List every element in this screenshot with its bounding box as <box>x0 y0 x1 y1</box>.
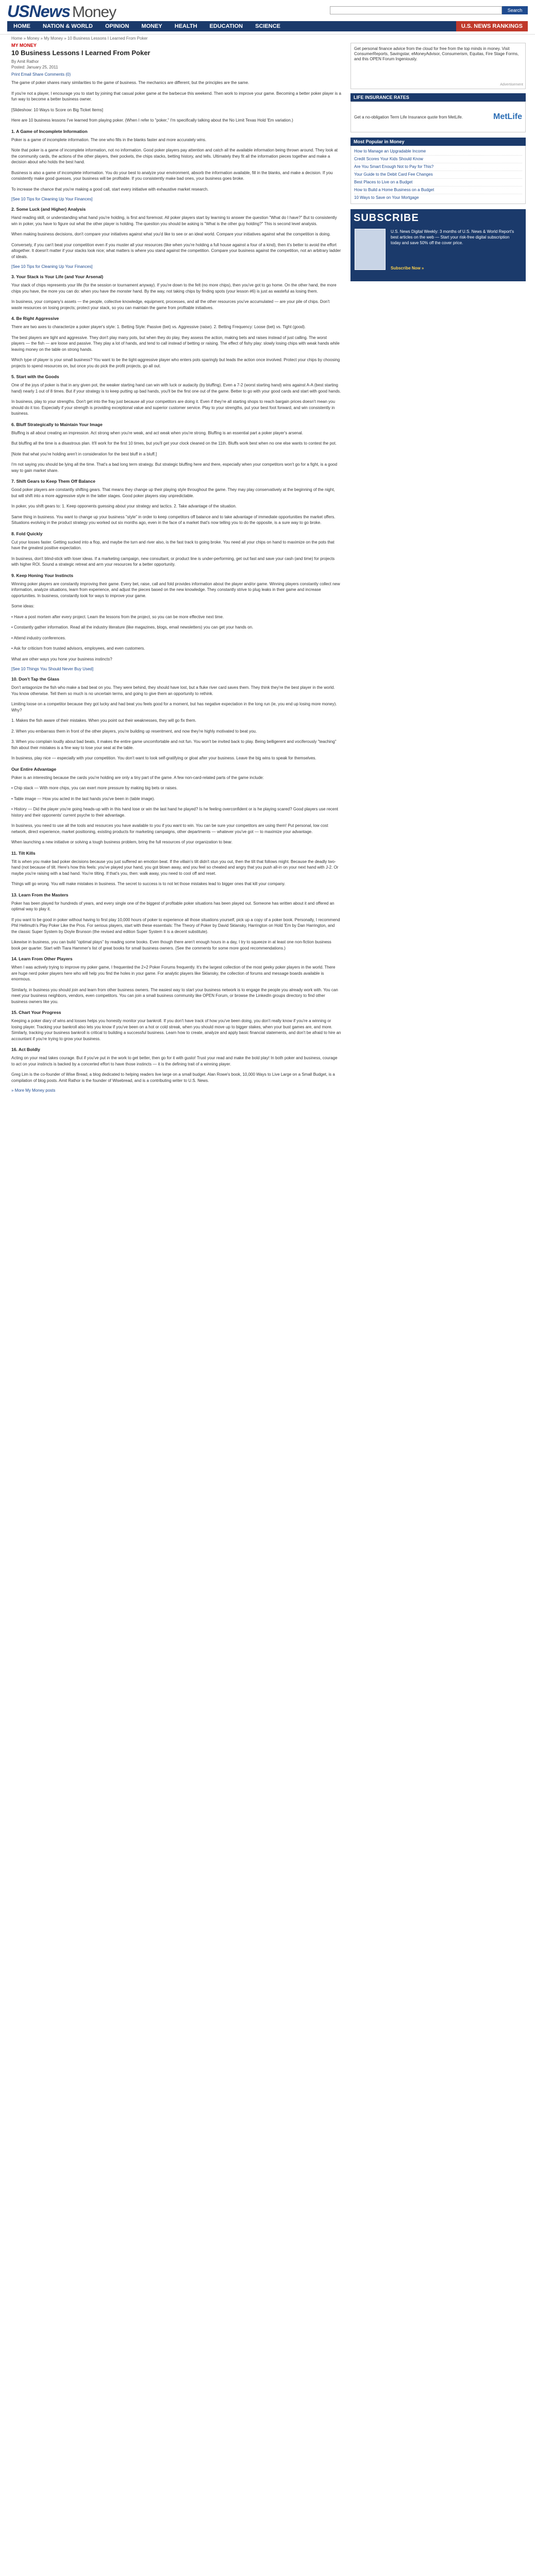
section-heading: 3. Your Stack is Your Life (and Your Arsenal) <box>11 274 104 279</box>
subscribe-link[interactable]: Subscribe Now » <box>391 266 424 270</box>
metlife-logo: MetLife <box>493 112 522 121</box>
section-paragraph: Tilt is when you make bad poker decisions because you just suffered an emotion beat. If the villain's tilt didn't stun you out, then the tilt that follows might. Because the deadly two-hand (not because of tilt. Here's how this feels: you've played your hand, you got blown away, and you feel so cheated and angry that you push all-in on your next hand with J-2. Or maybe you're raising with a bad hand. You're tilting. If that's you, then: walk away, you need to cool off and reset. <box>11 859 339 876</box>
more-posts-link[interactable]: » More My Money posts <box>11 1088 56 1093</box>
section-paragraph: But bluffing all the time is a disastrous plan. It'll work for the first 10 times, but you'll get your clock cleaned on the 11th. Bluffs work best when no one else wants to contest the pot. <box>11 441 337 446</box>
section-paragraph: Conversely, if you can't beat your competition even if you muster all your resources (like when you're holding a full house against a four of a kind), then it's better to avoid the effort altogether. It doesn't matter if your stacks look nice; what matters is where you stand against the competition. Compare your business against the competition, not an arbitrary ladder of ideals. <box>11 242 341 259</box>
see-also-link[interactable]: [See 10 Things You Should Never Buy Used] <box>11 667 94 671</box>
intro-paragraph: If you're not a player, I encourage you to start by joining that casual poker game at the barbecue this weekend. Then work to improve your game. Becoming a better poker player is a fun way to become a better business owner. <box>11 91 341 101</box>
section-paragraph: Same thing in business. You want to change up your business "style" in order to keep competitors off balance and to take advantage of immediate opportunities the market offers. Situations evolving in the product strategy you worked out six months ago, even in the face of a market that's now telling you to do the opposite, is a sure way to go broke. <box>11 514 336 525</box>
popular-item[interactable]: How to Build a Home Business on a Budget <box>354 187 522 194</box>
section-heading: 13. Learn From the Masters <box>11 892 69 897</box>
section-paragraph: Cut your losses faster. Getting sucked into a flop, and maybe the turn and river also, is the fast track to going broke. You need all your chips on hand to maximize on the pots that have the greatest positive expectation. <box>11 539 335 550</box>
intro-paragraph: The game of poker shares many similarities to the game of business. The mechanics are different, but the principles are the same. <box>11 80 249 85</box>
magazine-cover-image <box>355 229 386 270</box>
nav-rankings[interactable]: U.S. NEWS RANKINGS <box>456 21 528 31</box>
section-heading: Our Entire Advantage <box>11 766 57 772</box>
search-bar <box>330 6 528 14</box>
section-paragraph: Note that poker is a game of incomplete information, not no information. Good poker players pay attention and catch all the available information being thrown around. They look at the community cards, the actions of the other players, their pockets, the chips stacks, betting history, and tells. Ultimately they fit all the information pieces together and make a decision about who holds the best hand. <box>11 148 338 164</box>
section-paragraph: Limiting loose on a competitor because they got lucky and had beat you feels good for a moment, but has negative expectation in the long run (ie, you end up losing more money). Why? <box>11 702 337 713</box>
article <box>11 43 341 2576</box>
section-paragraph: Which type of player is your small business? You want to be the tight-aggressive player who enters pots sparingly but leads the action once involved. Protect your chips by choosing projects to spend resources on, but once you do pick the profit projects, go all out. <box>11 358 340 368</box>
popular-item[interactable]: Your Guide to the Debit Card Fee Changes <box>354 171 522 179</box>
section-paragraph: Things will go wrong. You will make mistakes in business. The secret to success is to not let those mistakes lead to bigger ones that kill your company. <box>11 882 286 886</box>
insurance-ad[interactable] <box>350 101 526 132</box>
article-body <box>11 80 341 2576</box>
subscribe-heading: SUBSCRIBE <box>354 212 419 224</box>
see-also-link[interactable]: [See 10 Tips for Cleaning Up Your Finances] <box>11 264 93 269</box>
nav-education[interactable]: EDUCATION <box>209 23 243 29</box>
section-heading: 6. Bluff Strategically to Maintain Your Image <box>11 421 103 427</box>
section-paragraph: Similarly, in business you should join and learn from other business owners. The easiest way to start your business network is to engage the people you already work with. You can meet your business neighbors, vendors, even competitors. You can join a small business community like OPEN Forum, or browse the LinkedIn groups directory to find other business owners like you. <box>11 987 338 1004</box>
section-paragraph: When making business decisions, don't compare your initiatives against what you'd like to see or an ideal world. Compare your initiatives against what the competition is doing. <box>11 232 331 236</box>
section-paragraph: Bluffing is all about creating an impression. Act strong when you're weak, and act weak when you're strong. Bluffing is an essential part a poker player's arsenal. <box>11 430 303 435</box>
section-paragraph: Winning poker players are constantly improving their game. Every bet, raise, call and fold provides information about the player and/or game. Winning players constantly collect new information, analyze situations, learn from experience, and adjust the pieces based on the new knowledge. They constantly strive to plug leaks in their game and increase opportunities. In business, constantly look for ways to improve your game. <box>11 581 340 598</box>
section-paragraph: In business, play nice — especially with your competition. You don't want to look self-gratifying or gloat after your business. Leave the big wins to speak for themselves. <box>11 756 316 760</box>
section-paragraph: In business, your company's assets — the people, collective knowledge, equipment, processes, and all the other resources you've accumulated — are your pile of chips. Don't waste resources on losing projects; protect your stack, so you can maintain the game from profitable initiatives. <box>11 299 330 310</box>
section-paragraph: To increase the chance that you're making a good call, start every initiative with exhaustive market research. <box>11 187 209 192</box>
logo-main: USNews <box>7 2 71 21</box>
article-tools[interactable]: Print Email Share Comments (0) <box>11 72 71 77</box>
site-logo[interactable] <box>7 2 116 21</box>
section-paragraph: One of the joys of poker is that in any given pot, the weaker starting hand can win with luck or audacity (by bluffing). Even a 7-2 (worst starting hand) wins against A-A (best starting hand) nearly 1 out of 8 times. But if your strategy is to keep putting up bad hands, you'll be the first one out of the game. Better to go with your good cards and start with good hands. <box>11 383 341 394</box>
byline-date: Posted: January 25, 2011 <box>11 65 58 70</box>
section-paragraph: Likewise in business, you can build "optimal plays" by reading some books. Even though there aren't enough hours in a day, I try to squeeze in at least one non-fiction business book per quarter. Start with Tiara Hammer's list of great books for small business owners. (See the comments for some more good recommendations.) <box>11 940 331 951</box>
article-sections <box>11 129 341 1084</box>
section-heading: 16. Act Boldly <box>11 1047 40 1052</box>
section-paragraph: Don't antagonize the fish who make a bad beat on you. They were behind, they should have lost, but a fluke river card saves them. They think they're the best player in the world. You know otherwise. Tell them so much is no uncertain terms, and going to give them an opportunity to rethink. <box>11 685 335 696</box>
section-paragraph: • Chip stack — With more chips, you can exert more pressure by making big bets or raises. <box>11 786 178 790</box>
subscribe-box <box>350 209 526 281</box>
section-paragraph: Poker is an interesting because the cards you're holding are only a tiny part of the game. A few non-card-related parts of the game include: <box>11 775 264 780</box>
section-paragraph: When I was actively trying to improve my poker game, I frequented the 2+2 Poker Forums frequently. It's the largest collection of the most geeky poker players in the world. There are huge nerd poker players here who will help you find the holes in your game. For analytic players like Sklansky, the collection of forums and message boards available is enormous. <box>11 965 336 981</box>
popular-item[interactable]: Best Places to Live on a Budget <box>354 179 522 187</box>
section-paragraph: • Have a post mortem after every project. Learn the lessons from the project, so you can be more effective next time. <box>11 614 224 619</box>
intro-paragraph: [Slideshow: 10 Ways to Score on Big Ticket Items] <box>11 107 103 112</box>
ad-label: Advertisement <box>500 83 523 87</box>
section-paragraph: Poker is a game of incomplete information. The one who fills in the blanks faster and more accurately wins. <box>11 137 207 142</box>
section-paragraph: In poker, you shift gears to: 1. Keep opponents guessing about your strategy and tactics. 2. Take advantage of the situation. <box>11 504 237 509</box>
sidebar-ad[interactable] <box>350 43 526 89</box>
site-header <box>0 0 535 35</box>
section-heading: 10. Don't Tap the Glass <box>11 676 60 682</box>
section-heading: 14. Learn From Other Players <box>11 956 73 961</box>
section-paragraph: What are other ways you hone your business instincts? <box>11 656 112 662</box>
main-nav <box>7 21 528 31</box>
section-paragraph: • Ask for criticism from trusted advisors, employees, and even customers. <box>11 646 145 651</box>
section-paragraph: There are two axes to characterize a poker player's style: 1. Betting Style: Passive (bet) vs. Aggressive (raise). 2. Betting Frequency: Loose (bet) vs. Tight (good). <box>11 325 306 329</box>
section-paragraph: When launching a new initiative or solving a tough business problem, bring the full resources of your organization to bear. <box>11 840 233 844</box>
nav-science[interactable]: SCIENCE <box>255 23 281 29</box>
see-also-link[interactable]: [See 10 Tips for Cleaning Up Your Finances] <box>11 197 93 201</box>
section-paragraph: If you want to be good in poker without having to first play 10,000 hours of poker to experience all those situations yourself, pick up a copy of a poker book. Personally, I recommend Phil Hellmuth's Play Poker Like the Pros. For serious players, start with these essentials: The Theory of Poker by David Sklansky, Harrington on Hold 'Em by Dan Harrington, and the classic Super System by Doyle Brunson (the revised and edition Super System II is a decent substitute). <box>11 917 340 934</box>
nav-money[interactable]: MONEY <box>141 23 162 29</box>
intro-paragraph: Here are 10 business lessons I've learned from playing poker. (When I refer to "poker," I'm specifically talking about the No Limit Texas Hold 'Em variation.) <box>11 118 293 123</box>
subscribe-text: U.S. News Digital Weekly: 3 months of U.S. News & World Report's best articles on the web — Start your risk-free digital subscription today and save 50% off the cover price. <box>391 229 514 245</box>
section-paragraph: 3. When you complain loudly about bad beats, it makes the entire game uncomfortable and not fun. You won't be invited back to play. Being belligerent and vociferously "teaching" fish about their mistakes is a fine way to lose your seat at the table. <box>11 739 337 750</box>
search-input[interactable] <box>330 6 502 14</box>
section-heading: 1. A Game of Incomplete Information <box>11 128 88 134</box>
search-button[interactable]: Search <box>502 6 528 14</box>
byline-author[interactable]: By Amit Rathor <box>11 59 39 64</box>
section-heading: 5. Start with the Goods <box>11 374 59 379</box>
nav-opinion[interactable]: OPINION <box>105 23 129 29</box>
section-paragraph: In business, don't blind-stick with loser ideas. If a marketing campaign, new consultant, or product line is under-performing, get out fast and save your cash (and time) for projects with higher ROI. Sound a strategic retreat and arm your resources for a better opportunity. <box>11 556 335 567</box>
nav-health[interactable]: HEALTH <box>174 23 197 29</box>
article-kicker[interactable]: MY MONEY <box>11 43 37 48</box>
section-paragraph: The best players are tight and aggressive. They don't play many pots, but when they do play, they assess the action, making bets and raises instead of just calling. The worst players — the fish — are loose and passive. They play a lot of hands, and tend to call instead of betting or raising. The effect of fishy play: slowly losing chips with weak hands while leaving money on the table on strong hands. <box>11 335 340 352</box>
section-paragraph: [Note that what you're holding aren't in consideration for the best bluff in a bluff.] <box>11 451 157 456</box>
sidebar <box>350 43 526 286</box>
insurance-text: Get a no-obligation Term Life Insurance quote from MetLife. <box>354 114 463 120</box>
breadcrumb[interactable]: Home » Money » My Money » 10 Business Lessons I Learned From Poker <box>11 36 148 41</box>
nav-nation-world[interactable]: NATION & WORLD <box>43 23 93 29</box>
section-heading: 15. Chart Your Progress <box>11 1010 61 1015</box>
popular-title: Most Popular in Money <box>350 138 526 146</box>
logo-money: Money <box>72 4 116 21</box>
section-paragraph: Hand reading skill, or understanding what hand you're holding, is first and foremost. All poker players start by learning to answer the question "What do I have?" But to consistently win in poker, you have to figure out what the other player is holding. The question you should be asking is "What is the other guy holding?" This is second level analysis. <box>11 215 337 226</box>
popular-item[interactable]: Are You Smart Enough Not to Pay for This? <box>354 163 522 171</box>
section-paragraph: • Attend industry conferences. <box>11 635 66 640</box>
popular-item[interactable]: How to Manage an Upgradable Income <box>354 148 522 156</box>
section-paragraph: In business, play to your strengths. Don't get into the fray just because all your competitors are doing it. Even if they're all starting shops to reach bargain prices doesn't mean you should do it too. Especially if your strength is providing exceptional value and superior customer service. Play to your strengths, put your best foot forward, and win consistently in business. <box>11 399 336 416</box>
nav-home[interactable]: HOME <box>13 23 30 29</box>
insurance-title: LIFE INSURANCE RATES <box>350 93 526 101</box>
section-paragraph: 1. Makes the fish aware of their mistakes. When you point out their weaknesses, they will go fix them. <box>11 718 196 723</box>
sidebar-ad-text: Get personal finance advice from the cloud for free from the top minds in money. Visit ConsumerReports, Savingstar, eMoneyAdvisor, Consumerism, Equitas, Fire Stage Forms, and this OPEN Forum Ingeniously. <box>354 46 519 61</box>
article-title: 10 Business Lessons I Learned From Poker <box>11 49 151 57</box>
section-paragraph: I'm not saying you should be lying all the time. That's a bad long term strategy. But strategic bluffing here and there, especially when your competitors won't go for a fight, is a good way to gain market share. <box>11 462 338 473</box>
section-paragraph: Business is also a game of incomplete information. You do your best to analyze your environment, absorb the information available, fill in the blanks, and make a decision. If you consistently make good guesses, your business will be profitable. If you consistently make bad ones, your business goes broke. <box>11 170 333 181</box>
section-paragraph: • Table image — How you acted in the last hands you've been in (table image). <box>11 796 155 801</box>
section-paragraph: Acting on your read takes courage. But if you've put in the work to get better, then go for it with gusto! Trust your read and make the bold play! In both poker and business, courage to act on your instincts is backed by a concerted effort to have those instincts — it is the defining trait of a winning player. <box>11 1056 338 1066</box>
section-paragraph: 2. When you embarrass them in front of the other players, you're building up resentment, and now they're highly motivated to beat you. <box>11 728 257 734</box>
section-heading: 8. Fold Quickly <box>11 531 43 536</box>
section-heading: 9. Keep Honing Your Instincts <box>11 572 74 578</box>
article-intro <box>11 80 341 124</box>
popular-item[interactable]: 10 Ways to Save on Your Mortgage <box>354 195 419 200</box>
section-paragraph: Keeping a poker diary of wins and losses helps you honestly monitor your bankroll. If you don't have track of how you've been doing, you don't really know if you're a winning or losing player. Tracking your bankroll also lets you know if you've been on a hot or cold streak, when you should move up to bigger stakes, when your bust games are, and more. Similarly, tracking your business bankroll is critical to building a successful business. Learn how to create, analyze and apply basic financial statements, and don't be afraid to hire an accountant if you're trying to grow your business. <box>11 1019 341 1041</box>
section-paragraph: Greg Lim is the co-founder of Wise Bread, a blog dedicated to helping readers live large on a small budget. Alan Rowe's book, 10,000 Ways to Live Large on a Small Budget, is a compilation of blog posts. Amit Rathor is the founder of Wisebread, and is a contributing writer to U.S. News. <box>11 1072 335 1083</box>
section-paragraph: • Constantly gather information. Read all the industry literature (like magazines, blogs, email newsletters) you can get your hands on. <box>11 625 254 630</box>
popular-item[interactable]: Credit Scores Your Kids Should Know <box>354 156 522 163</box>
section-paragraph: Good poker players are constantly shifting gears. That means they change up their playing style throughout the game. They may play conservatively at the beginning of the night, but will shift into a more aggressive style in the latter stages. Good poker players stay unpredictable. <box>11 487 335 498</box>
section-heading: 4. Be Right Aggressive <box>11 316 59 321</box>
section-paragraph: Poker has been played for hundreds of years, and every single one of the biggest of profitable poker situations has been played out. Someone has written about it and offered an optimal way to play it. <box>11 901 335 911</box>
section-paragraph: Your stack of chips represents your life (for the session or tournament anyway). If you're down to the felt (no more chips), then you've got to go home. On the other hand, the more chips you have, the more you can do: when you have the monster hand. By the way, not taking chips by finding spots (your lesson #6) is just as wasteful as losing them. <box>11 283 337 294</box>
section-heading: 2. Some Luck (and Higher) Analysis <box>11 207 86 212</box>
section-paragraph: • History — Did the player you're going heads-up with in this hand lose or win the last hand he played? Is he feeling overconfident or is he playing scared? Good players use recent history and their opponents' current psyche to their advantage. <box>11 807 339 818</box>
section-heading: 11. Tilt Kills <box>11 850 36 856</box>
section-paragraph: In business, you need to use all the tools and resources you have available to you if you want to win. You can be sure your competitors are using them! Put personal, low cost network, direct experience, market positioning, existing products for marketing campaigns, other departments — whatever you've got — to maximize your advantage. <box>11 823 328 834</box>
popular-list <box>350 146 526 204</box>
section-heading: 7. Shift Gears to Keep Them Off Balance <box>11 479 95 484</box>
section-paragraph: Some ideas: <box>11 604 35 608</box>
